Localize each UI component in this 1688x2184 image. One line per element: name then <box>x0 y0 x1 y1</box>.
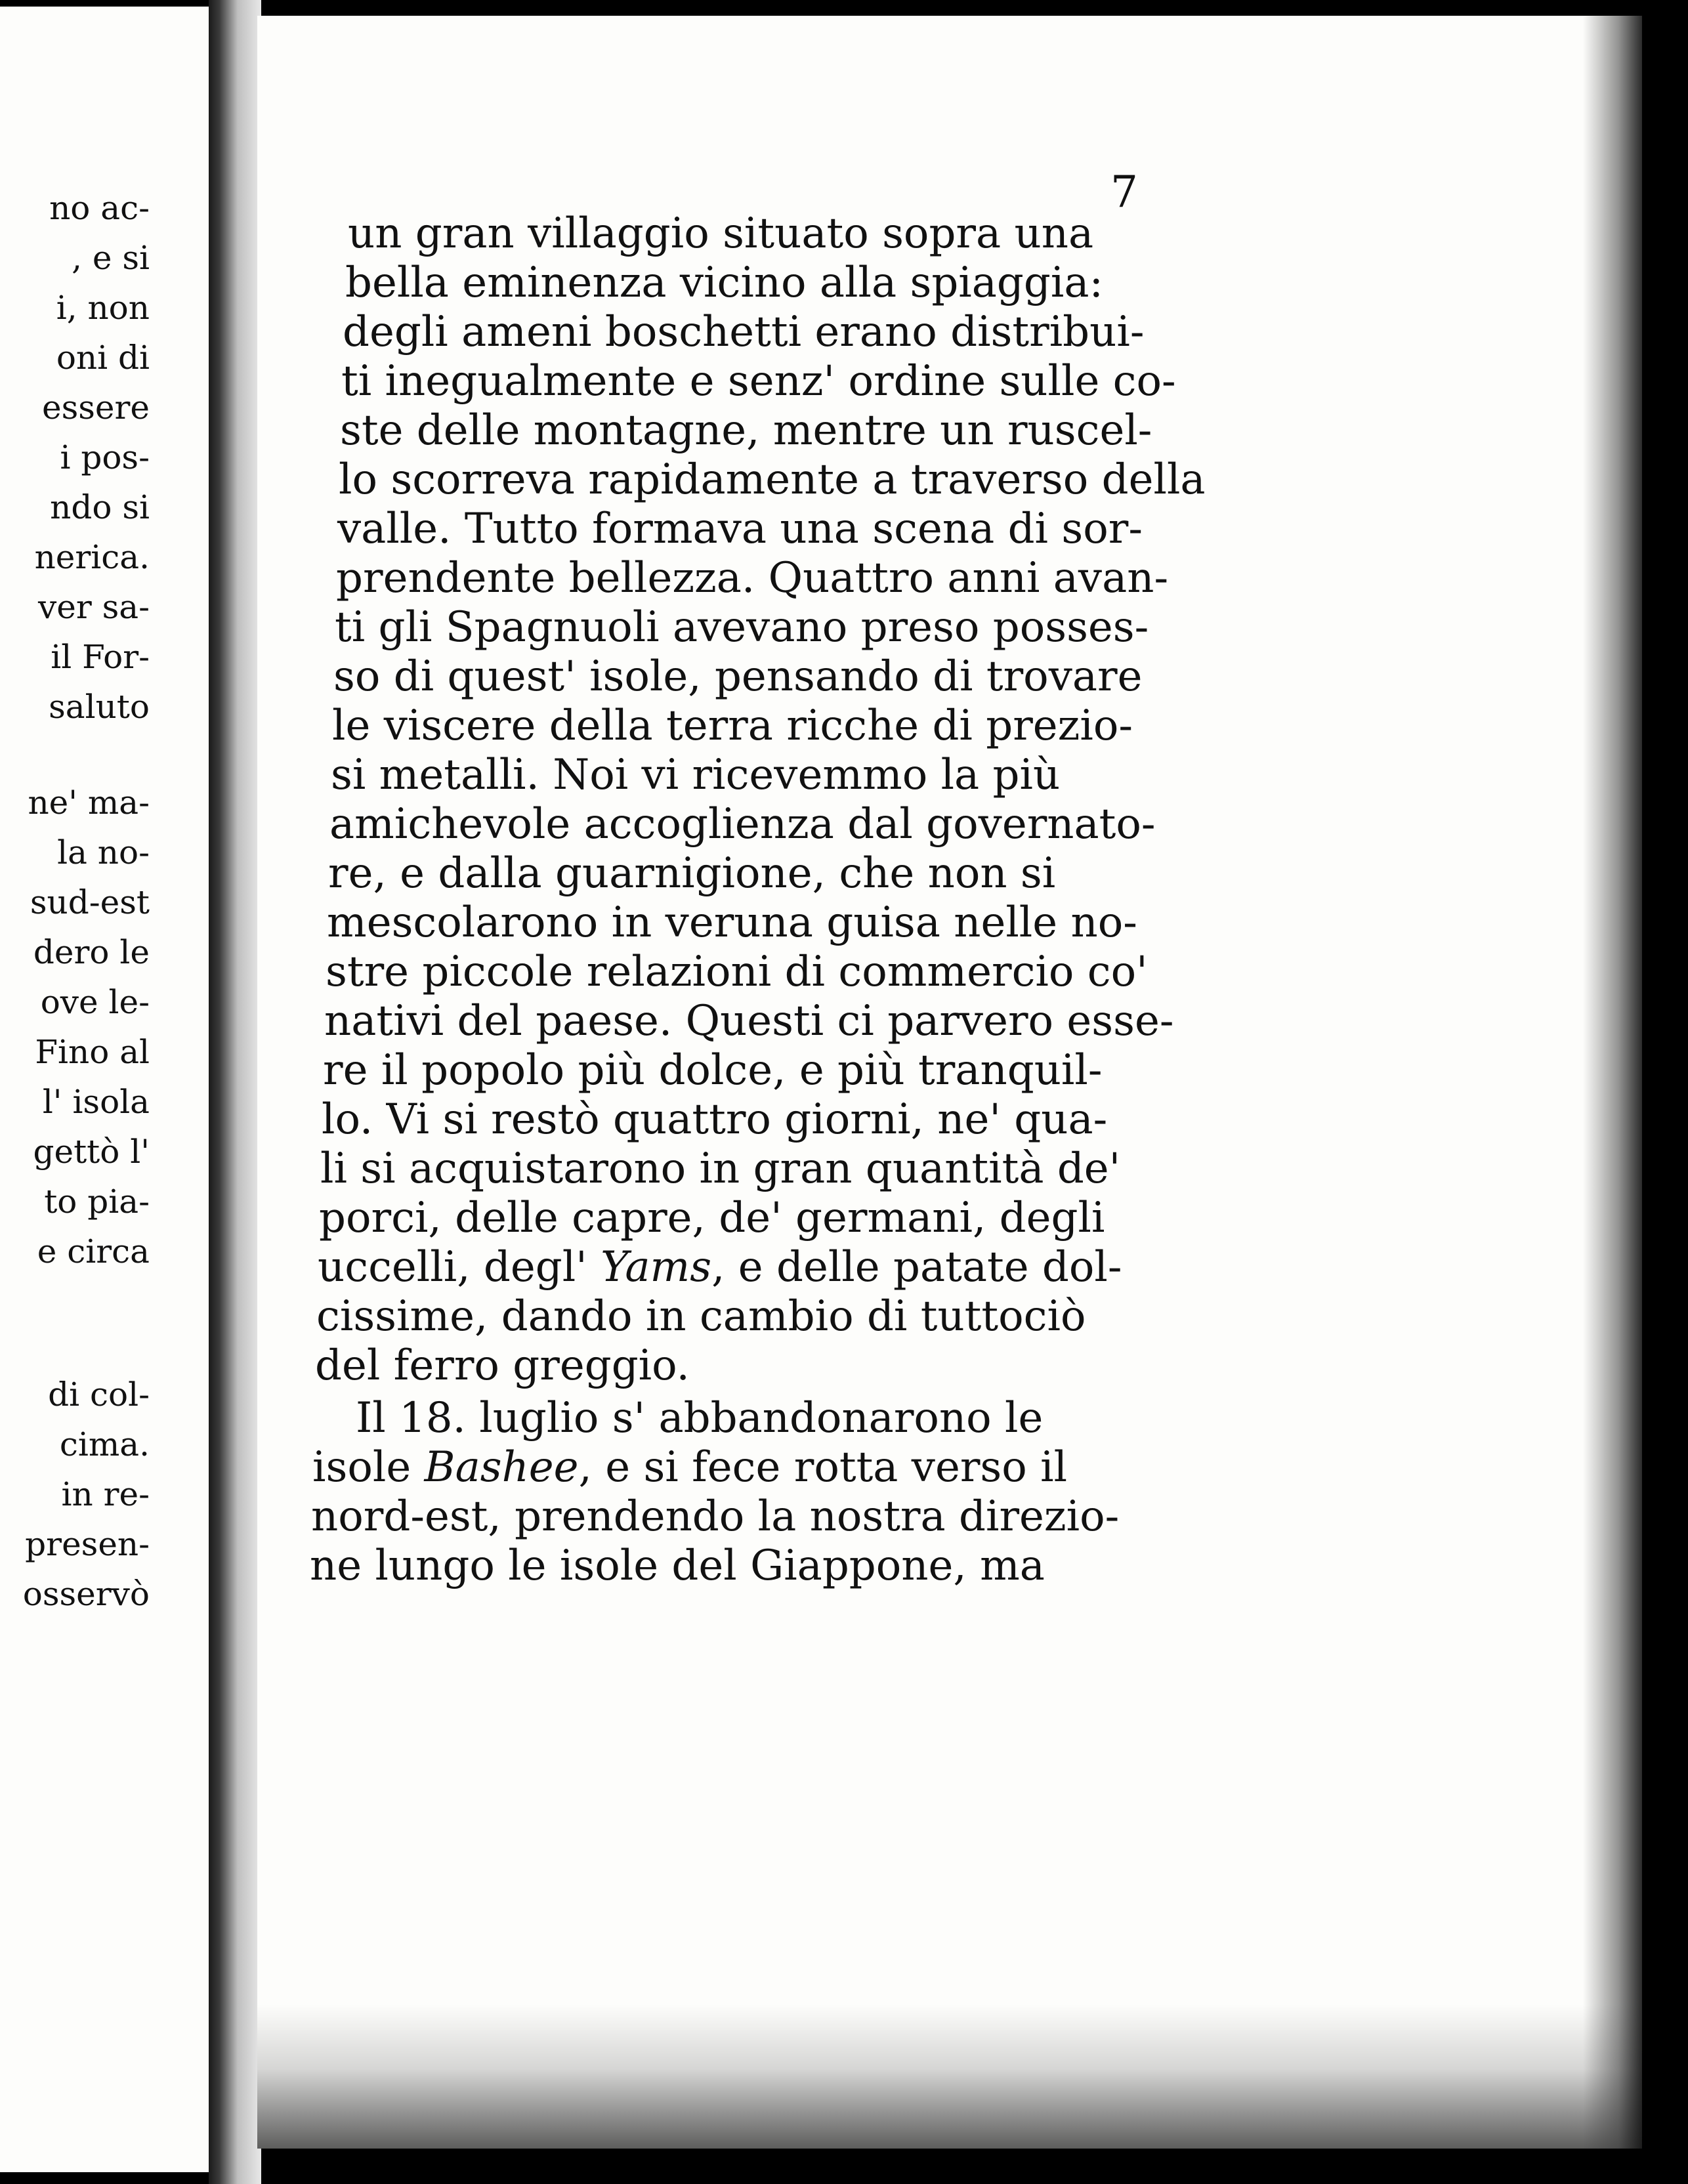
left-line: e circa <box>37 1232 150 1270</box>
left-line: nerica. <box>34 538 150 576</box>
left-line: i, non <box>56 289 150 327</box>
left-line: Fino al <box>35 1033 150 1071</box>
left-line: dero le <box>33 933 150 971</box>
text-line: ste delle montagne, mentre un ruscel- <box>340 406 1152 455</box>
text-line: amichevole accoglienza dal governato- <box>329 800 1156 849</box>
page-edge-shadow <box>1583 16 1642 2149</box>
text-line: prendente bellezza. Quattro anni avan- <box>336 554 1169 602</box>
text-line: so di quest' isole, pensando di trovare <box>333 652 1143 701</box>
book-gutter <box>209 0 261 2184</box>
text-line: si metalli. Noi vi ricevemmo la più <box>331 751 1061 799</box>
text-line: bella eminenza vicino alla spiaggia: <box>345 259 1104 307</box>
page-number: 7 <box>1110 167 1138 217</box>
text-line: le viscere della terra ricche di prezio- <box>332 702 1133 750</box>
left-line: ove le- <box>40 983 150 1021</box>
left-line: la no- <box>57 833 150 872</box>
text-line: lo scorreva rapidamente a traverso della <box>339 455 1206 504</box>
left-line: ver sa- <box>38 588 150 626</box>
left-line: in re- <box>61 1475 150 1513</box>
left-line: l' isola <box>42 1083 150 1121</box>
left-line: essere <box>42 388 150 427</box>
text-line: lo. Vi si restò quattro giorni, ne' qua- <box>322 1095 1108 1144</box>
italic-word: Yams <box>601 1243 712 1292</box>
left-line: saluto <box>49 688 150 726</box>
text-line: un gran villaggio situato sopra una <box>348 209 1094 258</box>
left-line: , e si <box>72 239 150 277</box>
text-line: nativi del paese. Questi ci parvero esse- <box>324 997 1174 1045</box>
text-line: valle. Tutto formava una scena di sor- <box>337 505 1143 553</box>
text-line: porci, delle capre, de' germani, degli <box>319 1194 1105 1242</box>
text-line: mescolarono in veruna guisa nelle no- <box>327 898 1137 947</box>
page-bottom-shadow <box>257 2004 1642 2149</box>
text-line: ti gli Spagnuoli avevano preso posses- <box>335 603 1149 652</box>
left-line: di col- <box>48 1376 150 1414</box>
right-page <box>257 16 1642 2149</box>
text-line <box>312 1443 1068 1492</box>
text-line: ti inegualmente e senz' ordine sulle co- <box>341 357 1176 406</box>
left-page-fragment <box>0 7 209 2172</box>
left-line: osservò <box>22 1575 150 1613</box>
text-line: stre piccole relazioni di commercio co' <box>326 948 1148 996</box>
text-line: cissime, dando in cambio di tuttociò <box>316 1292 1086 1341</box>
left-line: i pos- <box>60 438 150 476</box>
text-segment: , e delle patate dol- <box>711 1243 1122 1292</box>
text-line <box>318 1243 1122 1292</box>
text-line: del ferro greggio. <box>315 1341 690 1390</box>
text-segment: isole <box>312 1443 425 1492</box>
text-segment: uccelli, degl' <box>318 1243 601 1292</box>
left-line: ne' ma- <box>28 784 150 822</box>
text-line: re, e dalla guarnigione, che non si <box>328 849 1056 898</box>
left-line: gettò l' <box>33 1133 150 1171</box>
text-line: nord-est, prendendo la nostra direzio- <box>311 1492 1120 1541</box>
left-line: to pia- <box>44 1183 150 1221</box>
left-line: il For- <box>51 638 150 676</box>
text-line: degli ameni boschetti erano distribui- <box>343 308 1145 356</box>
left-line: cima. <box>59 1425 150 1463</box>
left-line: sud-est <box>30 883 150 921</box>
left-line: ndo si <box>50 488 150 526</box>
left-line: no ac- <box>49 189 150 227</box>
text-line: Il 18. luglio s' abbandonarono le <box>356 1394 1044 1442</box>
left-line: presen- <box>25 1525 150 1563</box>
text-line: ne lungo le isole del Giappone, ma <box>310 1542 1045 1590</box>
italic-word: Bashee <box>424 1443 579 1492</box>
left-line: oni di <box>56 339 150 377</box>
text-segment: , e si fece rotta verso il <box>578 1443 1068 1492</box>
text-line: li si acquistarono in gran quantità de' <box>320 1144 1121 1193</box>
text-line: re il popolo più dolce, e più tranquil- <box>323 1046 1103 1095</box>
